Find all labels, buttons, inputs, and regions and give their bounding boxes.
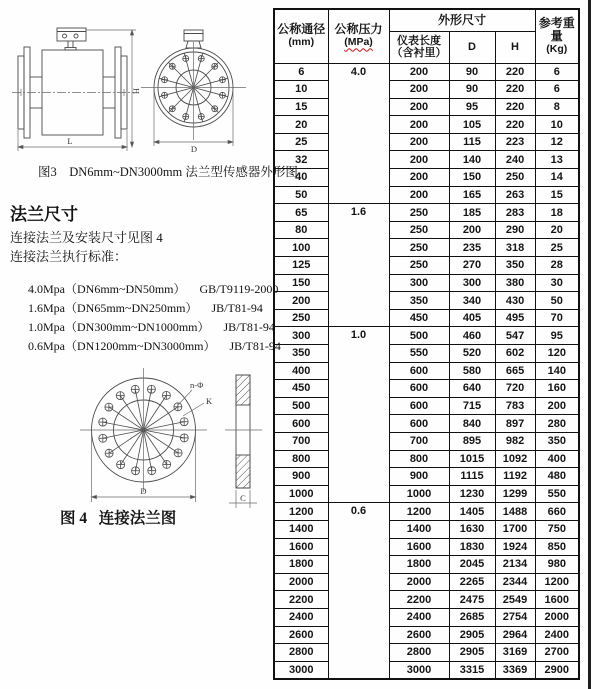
- dn-cell: 50: [274, 186, 328, 204]
- h-cell: 223: [495, 133, 535, 151]
- h-cell: 982: [495, 432, 535, 450]
- d-cell: 95: [449, 98, 495, 116]
- spec-table-row: [274, 520, 579, 538]
- meter-length-cell: 350: [389, 292, 449, 310]
- weight-cell: 750: [535, 520, 579, 538]
- fig3-caption: 图3 DN6mm~DN3000mm 法兰型传感器外形图: [38, 165, 298, 179]
- spec-table-row: [274, 362, 579, 380]
- d-cell: 3315: [449, 661, 495, 679]
- fig4-holes-label: n-Φ: [190, 380, 204, 390]
- meter-length-cell: 550: [389, 345, 449, 363]
- meter-length-cell: 700: [389, 432, 449, 450]
- dn-cell: 65: [274, 204, 328, 222]
- d-cell: 2685: [449, 608, 495, 626]
- pressure-cell: 1.6: [328, 204, 389, 327]
- spec-table-row: [274, 204, 579, 222]
- d-cell: 715: [449, 397, 495, 415]
- spec-table-row: [274, 591, 579, 609]
- spec-table-row: [274, 397, 579, 415]
- h-cell: 430: [495, 292, 535, 310]
- d-cell: 1405: [449, 503, 495, 521]
- weight-cell: 400: [535, 450, 579, 468]
- weight-cell: 18: [535, 204, 579, 222]
- meter-length-cell: 2400: [389, 608, 449, 626]
- h-cell: 665: [495, 362, 535, 380]
- d-cell: 520: [449, 345, 495, 363]
- meter-length-cell: 800: [389, 450, 449, 468]
- spec-table-row: [274, 644, 579, 662]
- meter-length-cell: 200: [389, 186, 449, 204]
- weight-cell: 1200: [535, 573, 579, 591]
- spec-table-row: [274, 151, 579, 169]
- meter-length-cell: 250: [389, 221, 449, 239]
- dn-cell: 6: [274, 63, 328, 81]
- spec-table-row: [274, 626, 579, 644]
- d-cell: 115: [449, 133, 495, 151]
- header-meter-length: 仪表长度 （含衬里）: [389, 31, 449, 63]
- d-cell: 300: [449, 274, 495, 292]
- meter-length-cell: 2200: [389, 591, 449, 609]
- spec-table-row: [274, 556, 579, 574]
- weight-cell: 2900: [535, 661, 579, 679]
- standard-code: JB/T81-94: [211, 301, 263, 315]
- dn-cell: 400: [274, 362, 328, 380]
- dn-cell: 500: [274, 397, 328, 415]
- spec-table-row: [274, 608, 579, 626]
- d-cell: 185: [449, 204, 495, 222]
- meter-length-cell: 600: [389, 362, 449, 380]
- h-cell: 250: [495, 169, 535, 187]
- spec-table-row: [274, 380, 579, 398]
- pressure-cell: 0.6: [328, 503, 389, 679]
- h-cell: 290: [495, 221, 535, 239]
- header-pressure: 公称压力 (MPa): [328, 9, 389, 63]
- d-cell: 580: [449, 362, 495, 380]
- d-cell: 1830: [449, 538, 495, 556]
- h-cell: 318: [495, 239, 535, 257]
- dn-cell: 25: [274, 133, 328, 151]
- dn-cell: 1200: [274, 503, 328, 521]
- d-cell: 90: [449, 81, 495, 99]
- standard-code: GB/T9119-2000: [199, 282, 279, 296]
- h-cell: 2549: [495, 591, 535, 609]
- d-cell: 2905: [449, 644, 495, 662]
- weight-cell: 20: [535, 221, 579, 239]
- weight-cell: 1600: [535, 591, 579, 609]
- fig4-bolt-circle-label: K: [206, 396, 213, 406]
- d-cell: 1115: [449, 468, 495, 486]
- dn-cell: 800: [274, 450, 328, 468]
- header-d: D: [449, 31, 495, 63]
- h-cell: 240: [495, 151, 535, 169]
- weight-cell: 2000: [535, 608, 579, 626]
- d-cell: 2905: [449, 626, 495, 644]
- fig3-diameter-dim-label: D: [190, 144, 198, 154]
- spec-table-body: [274, 63, 579, 679]
- spec-table-row: [274, 63, 579, 81]
- spec-table-row: [274, 573, 579, 591]
- d-cell: 405: [449, 309, 495, 327]
- h-cell: 1488: [495, 503, 535, 521]
- weight-cell: 120: [535, 345, 579, 363]
- spec-table-row: [274, 116, 579, 134]
- meter-length-cell: 2800: [389, 644, 449, 662]
- standard-code: JB/T81-94: [223, 320, 275, 334]
- dn-cell: 350: [274, 345, 328, 363]
- weight-cell: 50: [535, 292, 579, 310]
- dn-cell: 3000: [274, 661, 328, 679]
- standard-range: 1.6Mpa（DN65mm~DN250mm）: [28, 301, 198, 315]
- d-cell: 640: [449, 380, 495, 398]
- h-cell: 720: [495, 380, 535, 398]
- meter-length-cell: 2600: [389, 626, 449, 644]
- meter-length-cell: 1800: [389, 556, 449, 574]
- h-cell: 220: [495, 116, 535, 134]
- meter-length-cell: 300: [389, 274, 449, 292]
- meter-length-cell: 600: [389, 415, 449, 433]
- h-cell: 1299: [495, 485, 535, 503]
- fig3-height-dim-label: H: [131, 87, 141, 95]
- dn-cell: 100: [274, 239, 328, 257]
- fig4-diameter-dim-label: D: [140, 486, 147, 496]
- h-cell: 283: [495, 204, 535, 222]
- dn-cell: 600: [274, 415, 328, 433]
- weight-cell: 140: [535, 362, 579, 380]
- flange-standards-list: [10, 261, 281, 353]
- dn-cell: 2800: [274, 644, 328, 662]
- h-cell: 783: [495, 397, 535, 415]
- dn-cell: 1800: [274, 556, 328, 574]
- spec-table-row: [274, 345, 579, 363]
- header-dn: 公称通径 (mm): [274, 9, 328, 63]
- weight-cell: 28: [535, 257, 579, 275]
- spec-table-row: [274, 468, 579, 486]
- h-cell: 263: [495, 186, 535, 204]
- h-cell: 350: [495, 257, 535, 275]
- d-cell: 2045: [449, 556, 495, 574]
- standard-range: 1.0Mpa（DN300mm~DN1000mm）: [28, 320, 210, 334]
- h-cell: 602: [495, 345, 535, 363]
- flange-install-note: 连接法兰及安装尺寸见图 4: [10, 230, 163, 245]
- weight-cell: 13: [535, 151, 579, 169]
- h-cell: 1192: [495, 468, 535, 486]
- h-cell: 495: [495, 309, 535, 327]
- weight-cell: 200: [535, 397, 579, 415]
- dn-cell: 2400: [274, 608, 328, 626]
- meter-length-cell: 600: [389, 397, 449, 415]
- h-cell: 2964: [495, 626, 535, 644]
- spec-table-row: [274, 538, 579, 556]
- dn-cell: 80: [274, 221, 328, 239]
- meter-length-cell: 450: [389, 309, 449, 327]
- spec-table-row: [274, 661, 579, 679]
- meter-length-cell: 500: [389, 327, 449, 345]
- dn-cell: 2200: [274, 591, 328, 609]
- h-cell: 380: [495, 274, 535, 292]
- d-cell: 340: [449, 292, 495, 310]
- meter-length-cell: 600: [389, 380, 449, 398]
- d-cell: 150: [449, 169, 495, 187]
- dn-cell: 450: [274, 380, 328, 398]
- meter-length-cell: 1400: [389, 520, 449, 538]
- meter-length-cell: 250: [389, 204, 449, 222]
- h-cell: 2754: [495, 608, 535, 626]
- pressure-cell: 1.0: [328, 327, 389, 503]
- weight-cell: 95: [535, 327, 579, 345]
- d-cell: 1630: [449, 520, 495, 538]
- d-cell: 1015: [449, 450, 495, 468]
- d-cell: 270: [449, 257, 495, 275]
- d-cell: 90: [449, 63, 495, 81]
- meter-length-cell: 250: [389, 257, 449, 275]
- spec-table-row: [274, 98, 579, 116]
- meter-length-cell: 200: [389, 151, 449, 169]
- dn-cell: 1600: [274, 538, 328, 556]
- d-cell: 840: [449, 415, 495, 433]
- spec-table-row: [274, 503, 579, 521]
- h-cell: 1924: [495, 538, 535, 556]
- spec-table-row: [274, 432, 579, 450]
- meter-length-cell: 900: [389, 468, 449, 486]
- spec-table-header: [274, 9, 579, 63]
- weight-cell: 160: [535, 380, 579, 398]
- weight-cell: 6: [535, 63, 579, 81]
- standard-item: [10, 261, 281, 296]
- h-cell: 3169: [495, 644, 535, 662]
- spec-table-row: [274, 415, 579, 433]
- meter-length-cell: 3000: [389, 661, 449, 679]
- h-cell: 220: [495, 81, 535, 99]
- fig3-side-view-drawing: [8, 20, 143, 165]
- d-cell: 200: [449, 221, 495, 239]
- d-cell: 895: [449, 432, 495, 450]
- weight-cell: 30: [535, 274, 579, 292]
- dn-cell: 40: [274, 169, 328, 187]
- flange-spec-table: [273, 8, 580, 680]
- weight-cell: 15: [535, 186, 579, 204]
- spec-table-row: [274, 274, 579, 292]
- d-cell: 2265: [449, 573, 495, 591]
- weight-cell: 8: [535, 98, 579, 116]
- weight-cell: 14: [535, 169, 579, 187]
- fig4-caption: 图 4 连接法兰图: [60, 510, 177, 527]
- dn-cell: 10: [274, 81, 328, 99]
- spec-table-row: [274, 485, 579, 503]
- weight-cell: 350: [535, 432, 579, 450]
- d-cell: 2475: [449, 591, 495, 609]
- spec-table-row: [274, 257, 579, 275]
- spec-table-row: [274, 309, 579, 327]
- meter-length-cell: 200: [389, 63, 449, 81]
- dn-cell: 15: [274, 98, 328, 116]
- meter-length-cell: 200: [389, 133, 449, 151]
- meter-length-cell: 200: [389, 98, 449, 116]
- spec-table-row: [274, 186, 579, 204]
- fig3-front-view-drawing: [138, 20, 270, 165]
- dn-cell: 1000: [274, 485, 328, 503]
- header-dimensions: 外形尺寸: [389, 9, 535, 31]
- d-cell: 235: [449, 239, 495, 257]
- dn-cell: 2600: [274, 626, 328, 644]
- h-cell: 1700: [495, 520, 535, 538]
- meter-length-cell: 200: [389, 116, 449, 134]
- dn-cell: 150: [274, 274, 328, 292]
- meter-length-cell: 1200: [389, 503, 449, 521]
- d-cell: 460: [449, 327, 495, 345]
- spec-table-row: [274, 221, 579, 239]
- d-cell: 165: [449, 186, 495, 204]
- meter-length-cell: 2000: [389, 573, 449, 591]
- weight-cell: 2700: [535, 644, 579, 662]
- weight-cell: 280: [535, 415, 579, 433]
- weight-cell: 480: [535, 468, 579, 486]
- dn-cell: 900: [274, 468, 328, 486]
- standard-range: 4.0Mpa（DN6mm~DN50mm）: [28, 282, 186, 296]
- d-cell: 140: [449, 151, 495, 169]
- h-cell: 547: [495, 327, 535, 345]
- spec-table-row: [274, 292, 579, 310]
- dn-cell: 125: [274, 257, 328, 275]
- h-cell: 2134: [495, 556, 535, 574]
- weight-cell: 660: [535, 503, 579, 521]
- h-cell: 220: [495, 63, 535, 81]
- dn-cell: 20: [274, 116, 328, 134]
- dn-cell: 2000: [274, 573, 328, 591]
- spec-table-row: [274, 450, 579, 468]
- dn-cell: 32: [274, 151, 328, 169]
- spec-table-row: [274, 133, 579, 151]
- d-cell: 1230: [449, 485, 495, 503]
- spec-table-row: [274, 327, 579, 345]
- dn-cell: 200: [274, 292, 328, 310]
- weight-cell: 980: [535, 556, 579, 574]
- meter-length-cell: 250: [389, 239, 449, 257]
- pressure-cell: 4.0: [328, 63, 389, 204]
- h-cell: 3369: [495, 661, 535, 679]
- dn-cell: 250: [274, 309, 328, 327]
- spec-table-row: [274, 81, 579, 99]
- header-weight: 参考重量 (Kg): [535, 9, 579, 63]
- weight-cell: 550: [535, 485, 579, 503]
- spec-table-row: [274, 169, 579, 187]
- h-cell: 1092: [495, 450, 535, 468]
- flange-standard-note: 连接法兰执行标准：: [10, 249, 128, 264]
- fig4-thickness-dim-label: C: [240, 493, 246, 503]
- standard-range: 0.6Mpa（DN1200mm~DN3000mm）: [28, 339, 216, 353]
- h-cell: 897: [495, 415, 535, 433]
- weight-cell: 12: [535, 133, 579, 151]
- header-h: H: [495, 31, 535, 63]
- page-edge-line: [588, 0, 591, 689]
- fig3-length-dim-label: L: [67, 136, 73, 146]
- weight-cell: 850: [535, 538, 579, 556]
- weight-cell: 70: [535, 309, 579, 327]
- weight-cell: 25: [535, 239, 579, 257]
- meter-length-cell: 1000: [389, 485, 449, 503]
- spec-table-row: [274, 239, 579, 257]
- dn-cell: 700: [274, 432, 328, 450]
- meter-length-cell: 200: [389, 81, 449, 99]
- h-cell: 220: [495, 98, 535, 116]
- h-cell: 2344: [495, 573, 535, 591]
- fig4-flange-drawing: [20, 350, 265, 515]
- dn-cell: 300: [274, 327, 328, 345]
- meter-length-cell: 1600: [389, 538, 449, 556]
- d-cell: 105: [449, 116, 495, 134]
- weight-cell: 6: [535, 81, 579, 99]
- weight-cell: 10: [535, 116, 579, 134]
- weight-cell: 2400: [535, 626, 579, 644]
- standard-code: JB/T81-94: [229, 339, 281, 353]
- flange-section-title: 法兰尺寸: [10, 205, 78, 224]
- dn-cell: 1400: [274, 520, 328, 538]
- meter-length-cell: 200: [389, 169, 449, 187]
